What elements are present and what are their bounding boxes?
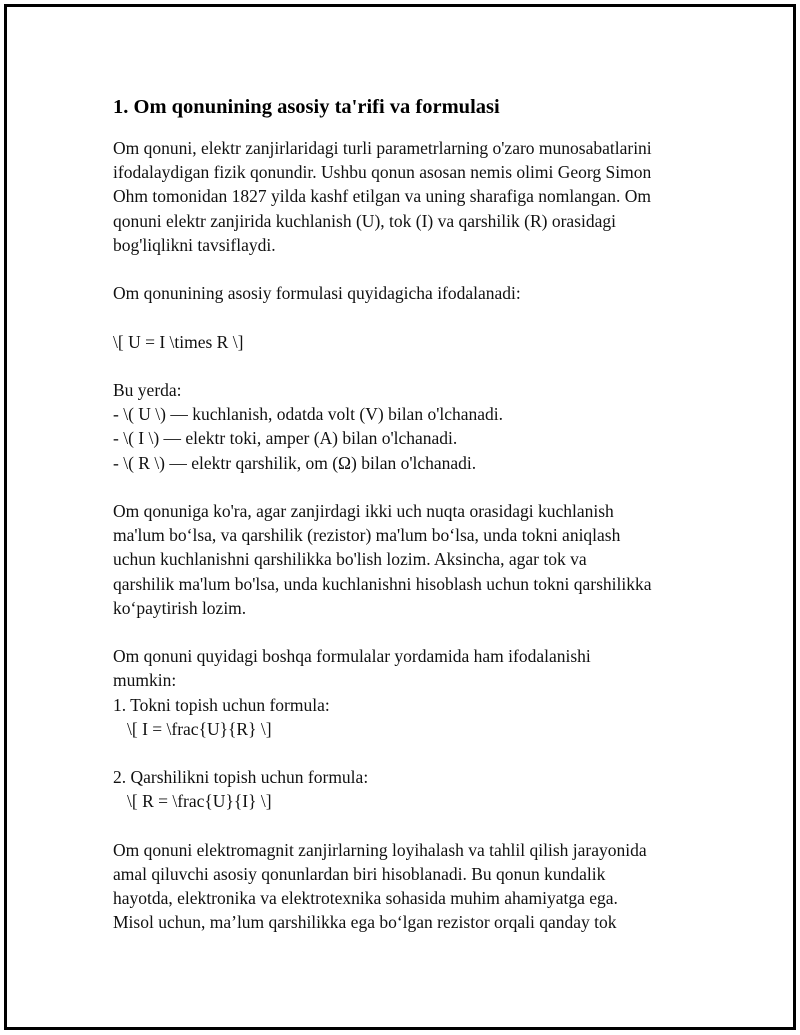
text-line: Om qonuni quyidagi boshqa formulalar yordamida ham ifodalanishi [113, 646, 591, 667]
blank-line [113, 354, 703, 378]
blank-line [113, 257, 703, 281]
text-line: qonuni elektr zanjirida kuchlanish (U), tok (I) va qarshilik (R) orasidagi [113, 210, 616, 231]
text-line: ifodalaydigan fizik qonundir. Ushbu qonun asosan nemis olimi Georg Simon [113, 162, 652, 183]
text-line: Om qonuni elektromagnit zanjirlarning loyihalash va tahlil qilish jarayonida [113, 839, 647, 860]
text-line: mumkin: [113, 670, 177, 691]
text-line: - \( I \) — elektr toki, amper (A) bilan o'lchanadi. [113, 428, 458, 449]
text-line: 1. Tokni topish uchun formula: [113, 694, 330, 715]
text-line: ko‘paytirish lozim. [113, 597, 247, 618]
blank-line [113, 814, 703, 838]
text-line: Ohm tomonidan 1827 yilda kashf etilgan va uning sharafiga nomlangan. Om [113, 186, 652, 207]
text-line: Om qonuniga ko'ra, agar zanjirdagi ikki uch nuqta orasidagi kuchlanish [113, 500, 614, 521]
text-line: uchun kuchlanishni qarshilikka bo'lish lozim. Aksincha, agar tok va [113, 549, 587, 570]
text-line: - \( R \) — elektr qarshilik, om (Ω) bilan o'lchanadi. [113, 452, 477, 473]
section-heading: 1. Om qonunining asosiy ta'rifi va formulasi [113, 96, 500, 118]
text-line: hayotda, elektronika va elektrotexnika sohasida muhim ahamiyatga ega. [113, 888, 618, 909]
formula-line: \[ U = I \times R \] [113, 331, 244, 352]
formula-line: \[ I = \frac{U}{R} \] [127, 718, 272, 739]
document-text [113, 136, 703, 935]
text-line: bog'liqlikni tavsiflaydi. [113, 234, 276, 255]
document-body [113, 94, 703, 935]
blank-line [113, 620, 703, 644]
formula-line: \[ R = \frac{U}{I} \] [127, 791, 272, 812]
text-line: Om qonunining asosiy formulasi quyidagicha ifodalanadi: [113, 283, 521, 304]
text-line: Om qonuni, elektr zanjirlaridagi turli parametrlarning o'zaro munosabatlarini [113, 138, 652, 158]
text-line: Misol uchun, ma’lum qarshilikka ega bo‘lgan rezistor orqali qanday tok [113, 912, 617, 933]
blank-line [113, 305, 703, 329]
blank-line [113, 741, 703, 765]
text-line: 2. Qarshilikni topish uchun formula: [113, 767, 369, 788]
text-line: amal qiluvchi asosiy qonunlardan biri hisoblanadi. Bu qonun kundalik [113, 863, 606, 884]
blank-line [113, 475, 703, 499]
text-line: ma'lum bo‘lsa, va qarshilik (rezistor) ma'lum bo‘lsa, unda tokni aniqlash [113, 525, 621, 546]
text-line: Bu yerda: [113, 379, 182, 400]
text-line: - \( U \) — kuchlanish, odatda volt (V) bilan o'lchanadi. [113, 404, 503, 425]
text-line: qarshilik ma'lum bo'lsa, unda kuchlanishni hisoblash uchun tokni qarshilikka [113, 573, 652, 594]
